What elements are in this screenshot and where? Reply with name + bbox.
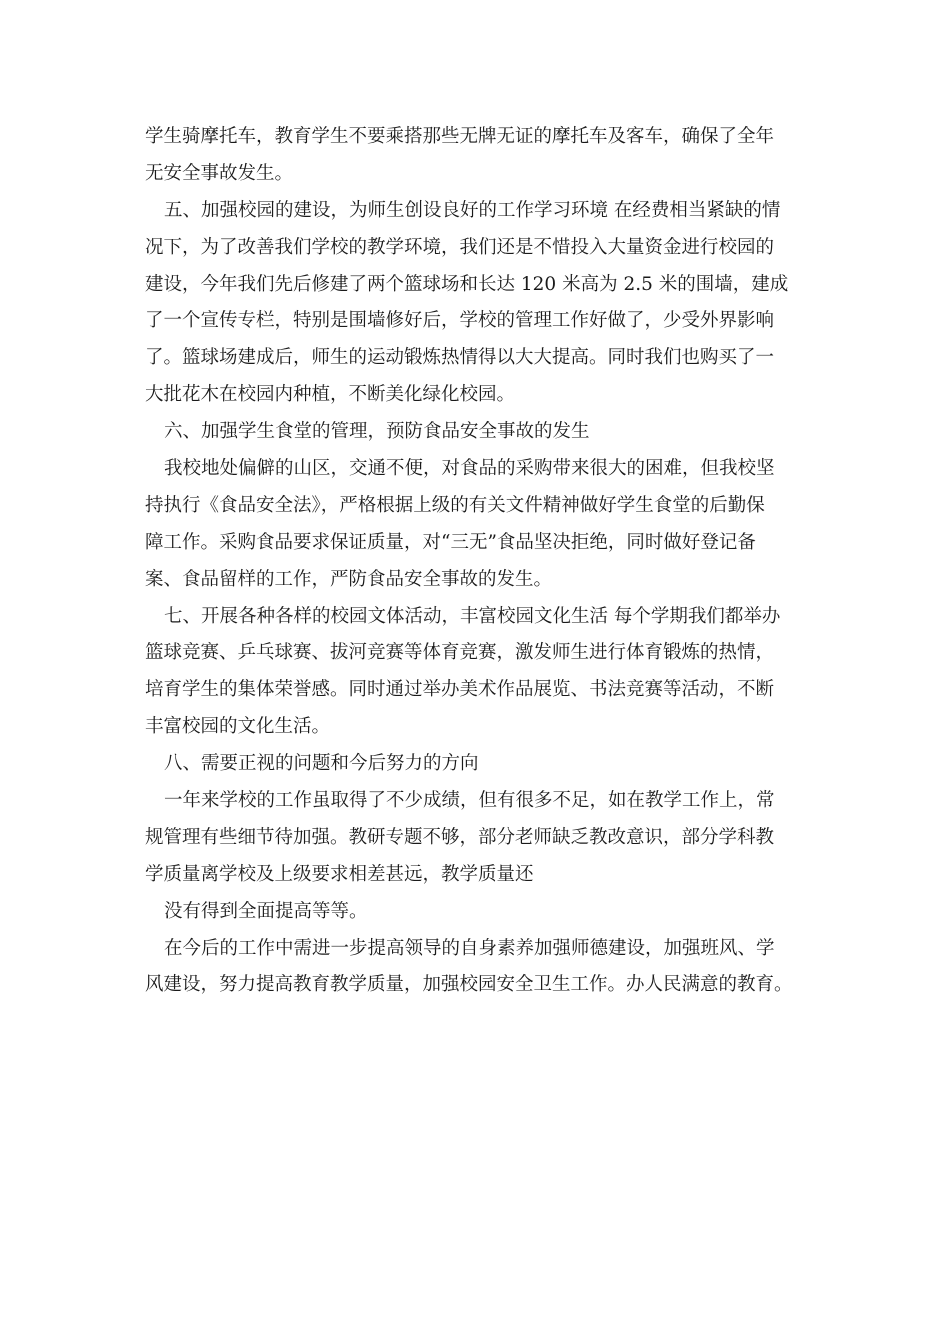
paragraph-start: 我校地处偏僻的山区，交通不便，对食品的采购带来很大的困难，但我校坚 — [164, 458, 775, 480]
text-line: 学质量离学校及上级要求相差甚远，教学质量还 — [145, 863, 534, 885]
text-line: 无安全事故发生。 — [145, 162, 294, 184]
text-line: 大批花木在校园内种植，不断美化绿化校园。 — [145, 384, 516, 406]
text-line: 持执行《食品安全法》，严格根据上级的有关文件精神做好学生食堂的后勤保 — [145, 494, 765, 516]
text-line: 况下，为了改善我们学校的教学环境，我们还是不惜投入大量资金进行校园的 — [145, 236, 775, 258]
text-line: 障工作。采购食品要求保证质量，对“三无”食品坚决拒绝，同时做好登记备 — [145, 531, 756, 553]
text-line: 培育学生的集体荣誉感。同时通过举办美术作品展览、书法竞赛等活动，不断 — [145, 679, 775, 701]
section-heading-7: 七、开展各种各样的校园文体活动，丰富校园文化生活 每个学期我们都举办 — [164, 605, 781, 627]
text-line: 了。篮球场建成后，师生的运动锻炼热情得以大大提高。同时我们也购买了一 — [145, 347, 775, 369]
text-line: 篮球竞赛、乒乓球赛、拔河竞赛等体育竞赛，激发师生进行体育锻炼的热情， — [145, 642, 775, 664]
text-line: 丰富校园的文化生活。 — [145, 716, 331, 738]
text-line: 规管理有些细节待加强。教研专题不够，部分老师缺乏教改意识，部分学科教 — [145, 826, 775, 848]
text-line: 风建设，努力提高教育教学质量，加强校园安全卫生工作。办人民满意的教育。 — [145, 974, 793, 996]
text-line: 了一个宣传专栏，特别是围墙修好后，学校的管理工作好做了，少受外界影响 — [145, 310, 775, 332]
paragraph-start: 一年来学校的工作虽取得了不少成绩，但有很多不足，如在教学工作上，常 — [164, 790, 775, 812]
document-body — [145, 119, 825, 1004]
paragraph-start: 在今后的工作中需进一步提高领导的自身素养加强师德建设，加强班风、学 — [164, 937, 775, 959]
text-line: 学生骑摩托车，教育学生不要乘搭那些无牌无证的摩托车及客车，确保了全年 — [145, 126, 775, 147]
section-heading-5: 五、加强校园的建设，为师生创设良好的工作学习环境 在经费相当紧缺的情 — [164, 199, 781, 221]
text-line: 没有得到全面提高等等。 — [164, 900, 368, 922]
text-line: 案、食品留样的工作，严防食品安全事故的发生。 — [145, 568, 553, 590]
section-heading-6: 六、加强学生食堂的管理，预防食品安全事故的发生 — [164, 421, 590, 443]
section-heading-8: 八、需要正视的问题和今后努力的方向 — [164, 753, 479, 775]
text-line: 建设，今年我们先后修建了两个篮球场和长达 120 米高为 2.5 米的围墙，建成 — [145, 273, 789, 295]
